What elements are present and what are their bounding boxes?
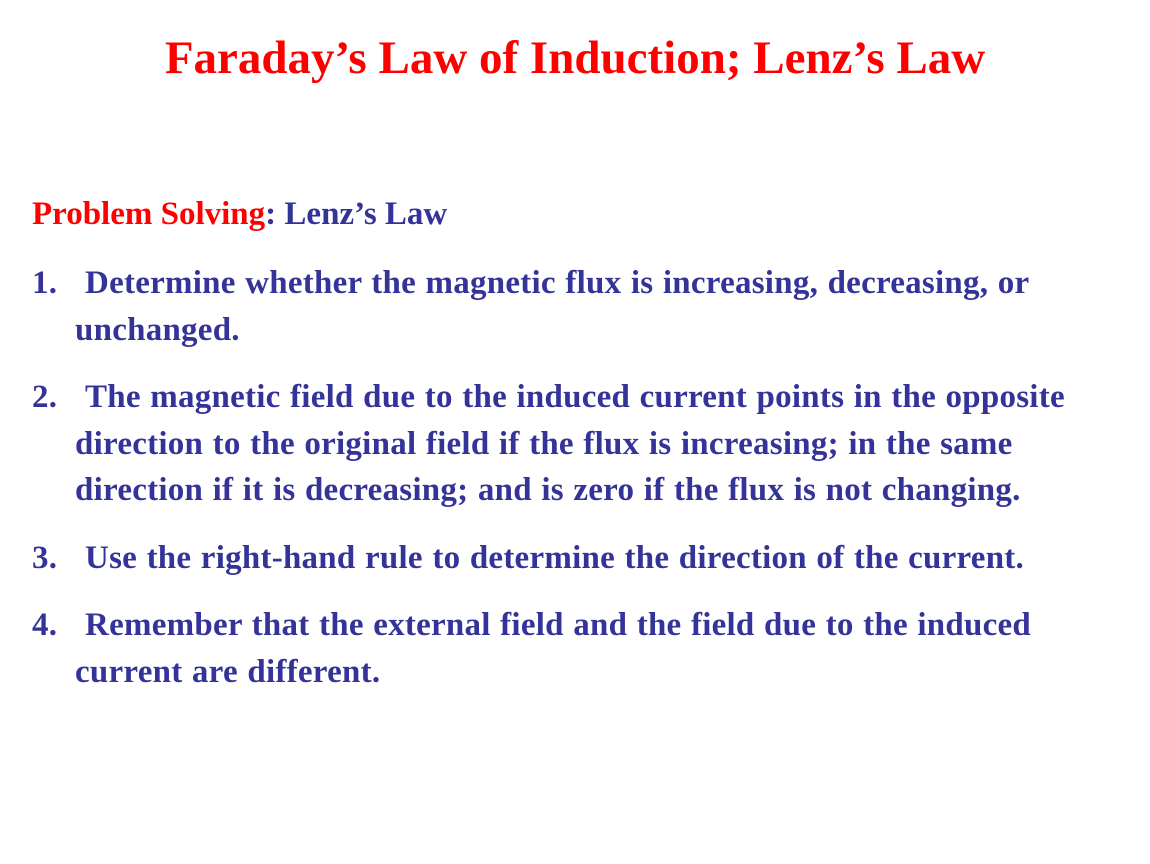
step-item-4 [32,602,1132,695]
step-number: 3. [32,539,58,576]
steps-list [32,260,1132,716]
step-text: Use the right-hand rule to determine the direction of the current. [85,539,1025,576]
step-number: 2. [32,379,58,415]
section-heading [32,193,447,235]
section-heading-lead: Problem Solving [32,196,266,232]
step-text: Determine whether the magnetic flux is increasing, decreasing, or unchanged. [75,265,1029,348]
step-text: The magnetic field due to the induced current points in the opposite direction to the original field if the flux is increasing; in the same direction if it is decreasing; and is zero if the flux is not changing. [75,379,1065,508]
section-heading-rest: : Lenz’s Law [265,196,448,232]
step-text: Remember that the external field and the field due to the induced current are different. [75,607,1031,690]
step-item-2 [32,374,1132,514]
step-number: 4. [32,607,58,643]
step-number: 1. [32,265,58,301]
step-item-3 [32,535,1132,582]
step-item-1 [32,260,1132,353]
slide-title: Faraday’s Law of Induction; Lenz’s Law [164,32,986,84]
